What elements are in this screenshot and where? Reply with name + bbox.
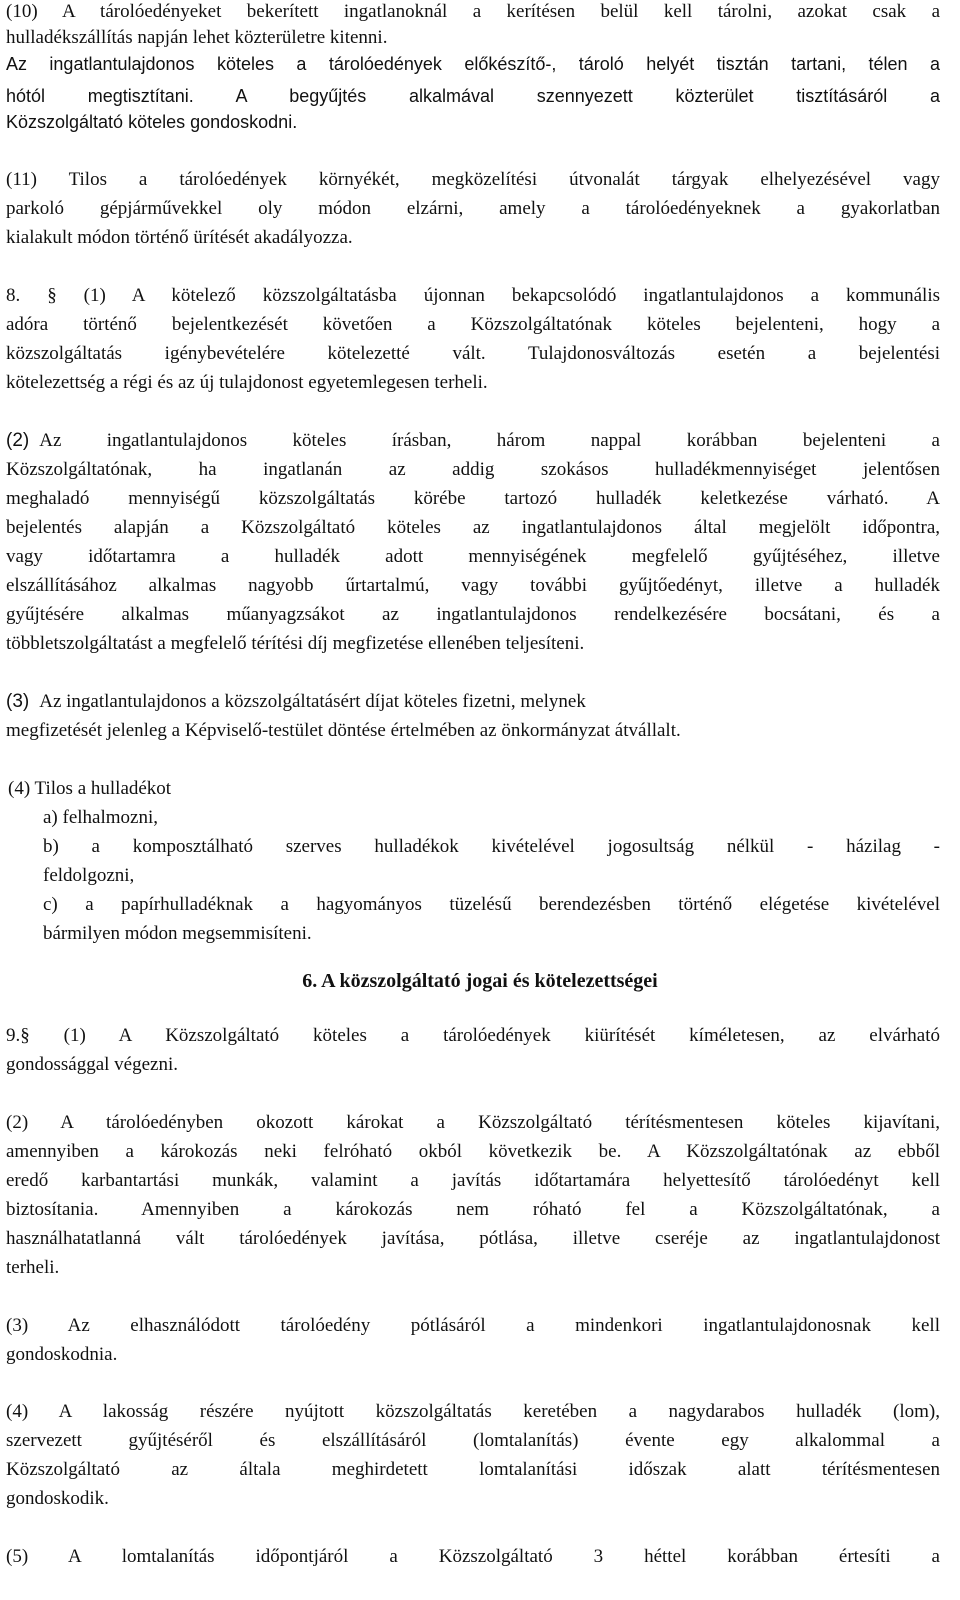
section-8-2-line-4: bejelentés alapján a Közszolgáltató köteles az ingatlantulajdonos által megjelölt időpontra, — [6, 517, 940, 538]
paragraph-10-line-5: Közszolgáltató köteles gondoskodni. — [6, 112, 298, 132]
section-9-2-line-2: amennyiben a károkozás neki felróható okból következik be. A Közszolgáltatónak az ebből — [6, 1141, 940, 1162]
section-8-3-line-1 — [6, 689, 940, 715]
section-8-4-item-a: a) felhalmozni, — [43, 807, 159, 828]
section-8-3-label: (3) — [6, 691, 30, 712]
section-9-4-line-3: Közszolgáltató az általa meghirdetett lomtalanítási időszak alatt térítésmentesen — [6, 1459, 940, 1480]
section-8-4-line-1: (4) Tilos a hulladékot — [8, 778, 172, 799]
section-8-2-line-5: vagy időtartamra a hulladék adott mennyiségének megfelelő gyűjtéséhez, illetve — [6, 546, 940, 567]
section-8-2-line-8: többletszolgáltatást a megfelelő térítési díj megfizetése ellenében teljesíteni. — [6, 633, 585, 654]
section-8-4-item-c-cont: bármilyen módon megsemmisíteni. — [43, 923, 312, 944]
paragraph-10-line-4: hótól megtisztítani. A begyűjtés alkalmával szennyezett közterület tisztításáról a — [6, 86, 940, 106]
paragraph-11-line-1: (11) Tilos a tárolóedények környékét, megközelítési útvonalát tárgyak elhelyezésével vagy — [6, 169, 940, 190]
section-8-3-line-1-text: Az ingatlantulajdonos a közszolgáltatásért díjat köteles fizetni, melynek — [39, 691, 586, 712]
section-8-1-line-3: közszolgáltatás igénybevételére kötelezetté vált. Tulajdonosváltozás esetén a bejelentési — [6, 343, 940, 364]
section-8-4-item-c: c) a papírhulladéknak a hagyományos tüzelésű berendezésben történő elégetése kivételével — [43, 894, 940, 915]
section-9-2-line-3: eredő karbantartási munkák, valamint a javítás időtartamára helyettesítő tárolóedényt kell — [6, 1170, 940, 1191]
section-8-2-line-2: Közszolgáltatónak, ha ingatlanán az addig szokásos hulladékmennyiséget jelentősen — [6, 459, 940, 480]
section-8-4-item-b-cont: feldolgozni, — [43, 865, 135, 886]
section-8-2-line-7: gyűjtésére alkalmas műanyagzsákot az ingatlantulajdonos rendelkezésére bocsátani, és a — [6, 604, 940, 625]
section-9-2-line-1: (2) A tárolóedényben okozott károkat a Közszolgáltató térítésmentesen köteles kijavítani, — [6, 1112, 940, 1133]
section-8-2-line-1 — [6, 428, 940, 454]
section-9-4-line-4: gondoskodik. — [6, 1488, 109, 1509]
paragraph-11-line-3: kialakult módon történő ürítését akadályozza. — [6, 227, 353, 248]
section-9-1-line-1: 9.§ (1) A Közszolgáltató köteles a tárolóedények kiürítését kíméletesen, az elvárható — [6, 1025, 940, 1046]
section-8-2-label: (2) — [6, 430, 30, 451]
section-8-1-line-1: 8. § (1) A kötelező közszolgáltatásba újonnan bekapcsolódó ingatlantulajdonos a kommunális — [6, 285, 940, 306]
section-8-3-line-2: megfizetését jelenleg a Képviselő-testület döntése értelmében az önkormányzat átvállalt. — [6, 720, 681, 741]
section-9-3-line-1: (3) Az elhasználódott tárolóedény pótlásáról a mindenkori ingatlantulajdonosnak kell — [6, 1315, 940, 1336]
section-9-4-line-2: szervezett gyűjtéséről és elszállításáról (lomtalanítás) évente egy alkalommal a — [6, 1430, 940, 1451]
section-8-1-line-2: adóra történő bejelentkezését követően a Közszolgáltatónak köteles bejelenteni, hogy a — [6, 314, 940, 335]
paragraph-10-line-1: (10) A tárolóedényeket bekerített ingatlanoknál a kerítésen belül kell tárolni, azokat csak a — [6, 1, 940, 22]
section-8-2-line-3: meghaladó mennyiségű közszolgáltatás körébe tartozó hulladék keletkezése várható. A — [6, 488, 940, 509]
section-9-2-line-5: használhatatlanná vált tárolóedények javítása, pótlása, illetve cseréje az ingatlantulajdonost — [6, 1228, 940, 1249]
paragraph-10-line-2: hulladékszállítás napján lehet közterületre kitenni. — [6, 27, 388, 48]
section-8-1-line-4: kötelezettség a régi és az új tulajdonost egyetemlegesen terheli. — [6, 372, 488, 393]
section-9-5-line-1: (5) A lomtalanítás időpontjáról a Közszolgáltató 3 héttel korábban értesíti a — [6, 1546, 940, 1567]
section-8-2-line-6: elszállításához alkalmas nagyobb űrtartalmú, vagy további gyűjtőedényt, illetve a hulladék — [6, 575, 940, 596]
section-6-heading: 6. A közszolgáltató jogai és kötelezettségei — [302, 970, 658, 992]
section-9-2-line-6: terheli. — [6, 1257, 60, 1278]
section-8-4-item-b: b) a komposztálható szerves hulladékok kivételével jogosultság nélkül - házilag - — [43, 836, 940, 857]
section-9-4-line-1: (4) A lakosság részére nyújtott közszolgáltatás keretében a nagydarabos hulladék (lom), — [6, 1401, 940, 1422]
section-9-2-line-4: biztosítania. Amennyiben a károkozás nem róható fel a Közszolgáltatónak, a — [6, 1199, 940, 1220]
paragraph-11-line-2: parkoló gépjárművekkel oly módon elzárni, amely a tárolóedényeknek a gyakorlatban — [6, 198, 940, 219]
section-8-2-line-1-text: Az ingatlantulajdonos köteles írásban, három nappal korábban bejelenteni a — [39, 430, 940, 451]
paragraph-10-line-3: Az ingatlantulajdonos köteles a tárolóedények előkészítő-, tároló helyét tisztán tartani, télen a — [6, 54, 940, 74]
section-9-3-line-2: gondoskodnia. — [6, 1344, 118, 1365]
section-9-1-line-2: gondossággal végezni. — [6, 1054, 179, 1075]
